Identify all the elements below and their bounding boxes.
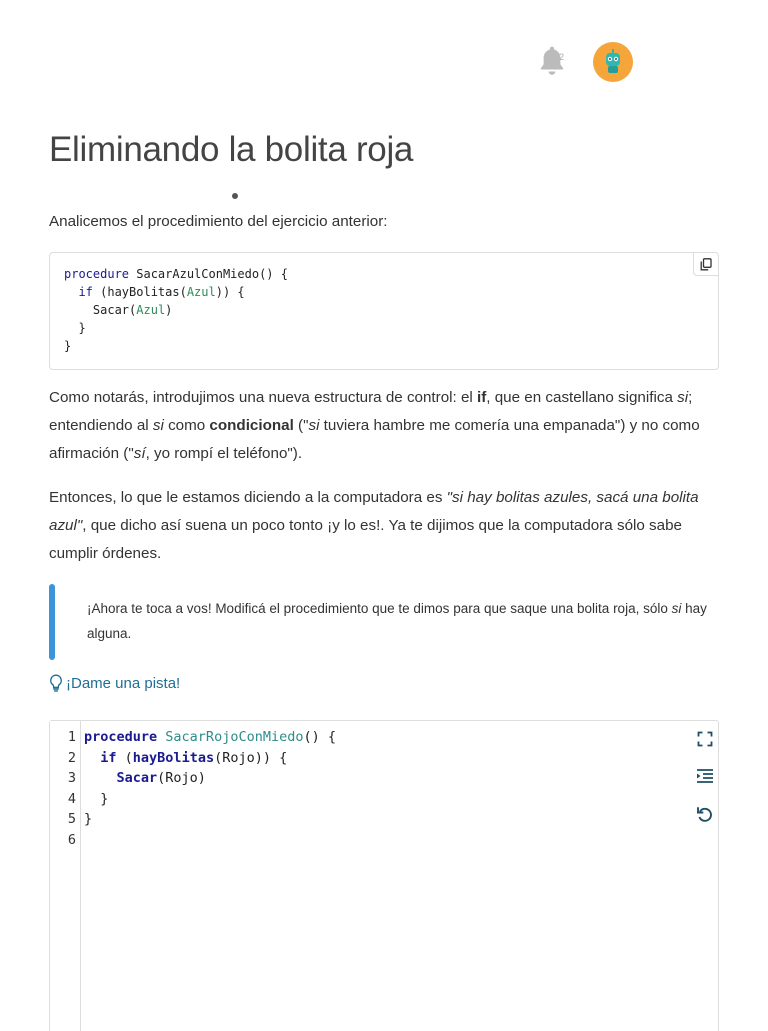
line-numbers (50, 727, 76, 850)
condicional-keyword: condicional (209, 417, 294, 434)
text: hay alguna. (87, 601, 707, 641)
explanation-paragraph (49, 484, 721, 568)
code-text: } (84, 811, 93, 827)
italic-quote: "si hay bolitas azules, sacá una bolita azul" (49, 489, 699, 534)
hint-link[interactable] (49, 672, 180, 694)
hint-label: ¡Dame una pista! (66, 674, 181, 692)
italic-si: si (152, 417, 164, 434)
text: (" (293, 417, 309, 434)
code-text: () { (303, 729, 336, 745)
callout-accent-bar (49, 584, 55, 660)
control-structure-paragraph (49, 384, 721, 468)
code-editor[interactable] (49, 720, 719, 1031)
text: Como notarás, introdujimos una nueva estructura de control: el (49, 389, 478, 406)
indent-icon (696, 768, 714, 784)
line-number: 1 (67, 729, 76, 745)
example-code-block (49, 252, 719, 370)
line-number: 5 (67, 811, 76, 827)
italic-si: si (677, 389, 689, 406)
fullscreen-icon (697, 731, 713, 747)
line-number: 6 (67, 831, 76, 848)
editor-gutter (50, 721, 81, 1031)
top-bar (0, 40, 768, 84)
text: Entonces, lo que le estamos diciendo a la computadora es (49, 489, 447, 506)
code-text: (Rojo) (157, 770, 206, 786)
if-keyword: if (477, 389, 487, 406)
code-text: (Rojo)) { (214, 749, 288, 766)
function-name: hayBolitas (132, 749, 215, 766)
code-text: Sacar( (92, 303, 137, 317)
example-code (64, 265, 288, 355)
code-text: } (64, 339, 72, 353)
robot-avatar-icon (593, 42, 633, 82)
code-text: ) (165, 303, 173, 317)
code-keyword: procedure (84, 729, 158, 745)
decorative-dot (232, 193, 238, 199)
callout-text (87, 596, 717, 646)
text: , que en castellano significa (486, 389, 678, 406)
text: tuviera hambre me comería una empanada") y no como afirmación (" (49, 417, 700, 462)
line-number: 4 (67, 790, 76, 807)
line-number: 3 (67, 770, 76, 786)
notification-count: 2 (559, 52, 565, 62)
code-text: )) { (215, 285, 245, 299)
copy-icon (700, 258, 712, 271)
indent-button[interactable] (695, 766, 715, 786)
function-name: Sacar (116, 770, 158, 786)
code-text: ( (116, 749, 133, 766)
reset-icon (696, 805, 714, 823)
code-text: SacarAzulConMiedo() { (129, 267, 288, 281)
procedure-name: SacarRojoConMiedo (165, 729, 304, 745)
text: ; entendiendo al (49, 389, 693, 434)
code-color: Azul (136, 303, 166, 317)
code-keyword: if (100, 749, 117, 766)
text: , yo rompí el teléfono"). (145, 445, 303, 462)
editor-code[interactable] (84, 727, 336, 830)
line-number: 2 (67, 749, 76, 766)
lightbulb-icon (49, 674, 63, 692)
copy-code-button[interactable] (693, 253, 718, 276)
text: ¡Ahora te toca a vos! Modificá el procedimiento que te dimos para que saque una bolita roja, sólo (87, 601, 672, 616)
code-text: (hayBolitas( (92, 285, 187, 299)
reset-button[interactable] (695, 804, 715, 824)
page-title: Eliminando la bolita roja (49, 130, 414, 169)
exercise-callout (49, 584, 719, 660)
italic-si: si (671, 601, 682, 616)
fullscreen-button[interactable] (695, 729, 715, 749)
code-text: } (78, 321, 86, 335)
italic-si: sí (133, 445, 146, 462)
italic-si: si (308, 417, 320, 434)
code-color: Azul (186, 285, 216, 299)
code-keyword: if (78, 285, 93, 299)
code-text: } (100, 790, 109, 807)
code-keyword: procedure (64, 267, 130, 281)
intro-paragraph: Analicemos el procedimiento del ejercicio anterior: (49, 213, 388, 230)
text: como (163, 417, 210, 434)
text: , que dicho así suena un poco tonto ¡y lo es!. Ya te dijimos que la computadora sólo sabe cumplir órdenes. (49, 517, 682, 562)
notifications-button[interactable] (536, 44, 572, 80)
avatar[interactable] (593, 42, 633, 82)
